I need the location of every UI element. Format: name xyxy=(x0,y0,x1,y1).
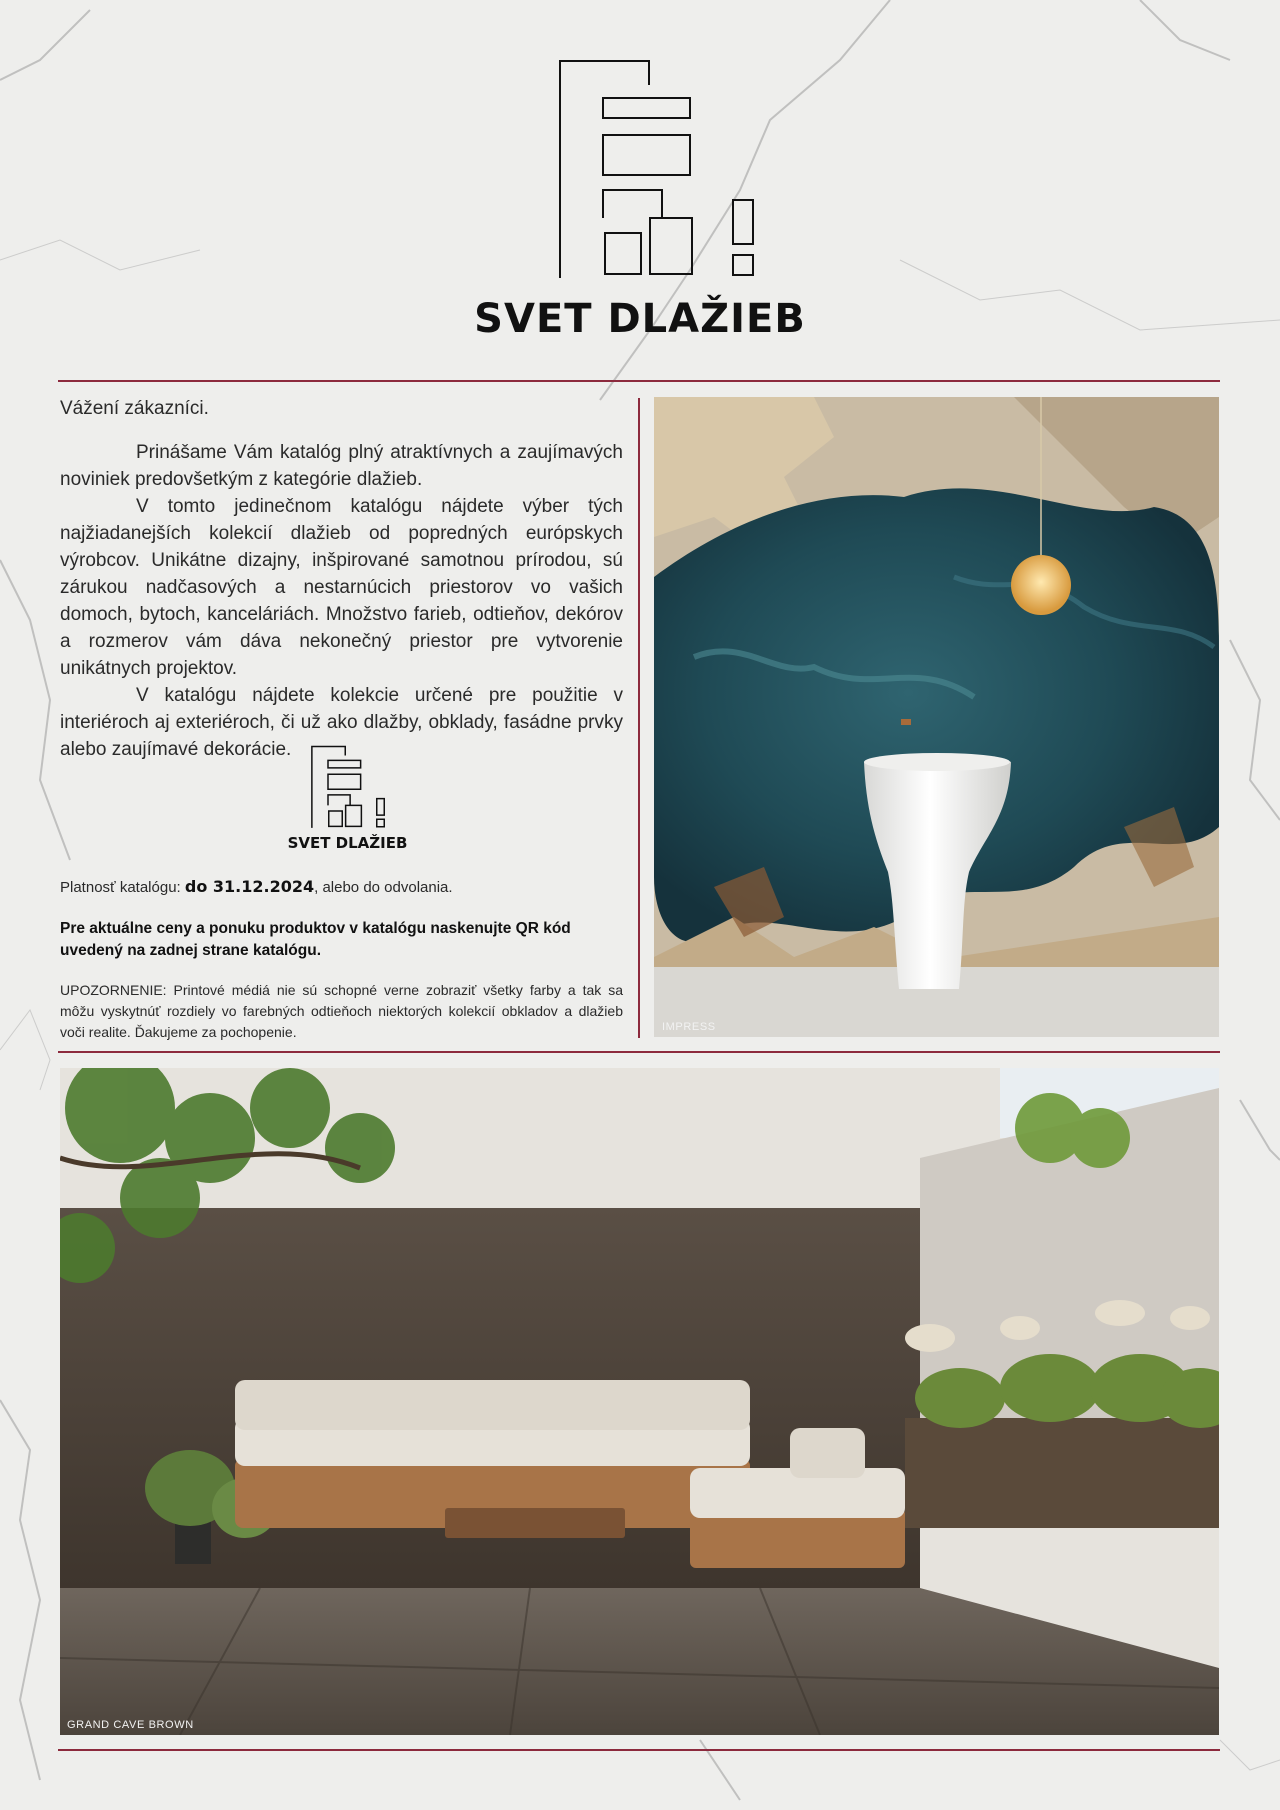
greeting: Vážení zákazníci. xyxy=(60,398,209,419)
intro-paragraph: V tomto jedinečnom katalógu nájdete výber tých najžiadanejších kolekcií dlažieb od popredných európskych výrobcov. Unikátne dizajny, inšpirované samotnou prírodou, sú zárukou nadčasových a nestarnúcich priestorov vo vašich domoch, bytoch, kanceláriách. Množstvo farieb, odtieňov, dekórov a rozmerov vám dáva nekonečný priestor pre vytvorenie unikátnych projektov. xyxy=(60,496,623,679)
photo-caption: IMPRESS xyxy=(662,1021,716,1033)
tiles-logo-small-icon xyxy=(310,745,385,829)
bottom-divider xyxy=(58,1749,1220,1751)
impress-illustration xyxy=(654,397,1219,1037)
terrace-illustration xyxy=(60,1068,1219,1735)
photo-caption: GRAND CAVE BROWN xyxy=(67,1719,194,1731)
photo-grand-cave-brown xyxy=(60,1068,1219,1735)
intro-paragraph: Prinášame Vám katalóg plný atraktívnych a zaujímavých noviniek predovšetkým z kategórie dlažieb. xyxy=(60,442,623,490)
validity-date: do 31.12.2024 xyxy=(184,877,315,896)
brand-title-small: SVET DLAŽIEB xyxy=(287,834,408,852)
top-divider xyxy=(58,380,1220,382)
intro-paragraph: V katalógu nájdete kolekcie určené pre použitie v interiéroch aj exteriéroch, či už ako dlažby, obklady, fasádne prvky alebo zaujímavé dekorácie. xyxy=(60,685,623,760)
brand-title: SVET DLAŽIEB xyxy=(474,296,806,342)
validity-suffix: , alebo do odvolania. xyxy=(314,879,453,896)
column-divider xyxy=(638,398,640,1038)
intro-text xyxy=(60,395,623,763)
validity-label: Platnosť katalógu: xyxy=(60,879,181,896)
print-warning: UPOZORNENIE: Printové médiá nie sú schopné verne zobraziť všetky farby a tak sa môžu vyskytnúť rozdiely vo farebných odtieňoch niektorých kolekcií obkladov a dlažieb voči realite. Ďakujeme za pochopenie. xyxy=(60,982,623,1040)
middle-divider xyxy=(58,1051,1220,1053)
catalog-validity xyxy=(60,877,453,896)
tiles-logo-icon xyxy=(555,58,755,280)
qr-note: Pre aktuálne ceny a ponuku produktov v katalógu naskenujte QR kód uvedený na zadnej strane katalógu. xyxy=(60,920,571,959)
photo-impress xyxy=(654,397,1219,1037)
